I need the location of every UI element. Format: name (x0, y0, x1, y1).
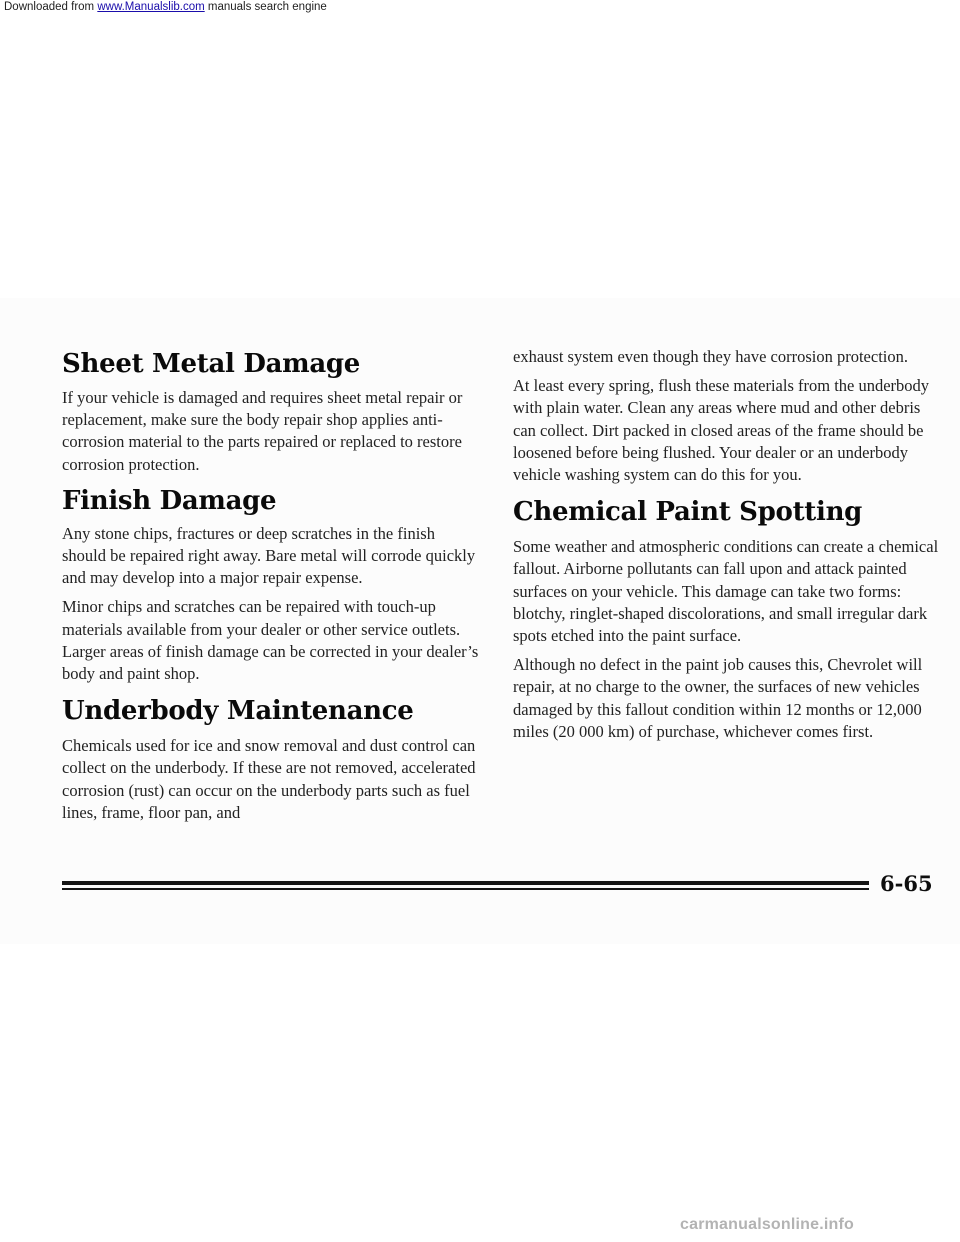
thick-rule-line (62, 881, 869, 885)
chemical-paragraph-1: Some weather and atmospheric conditions can create a chemical fallout. Airborne pollutants can fall upon and attack painted surfaces on your vehicle. This damage can take two forms: blotchy, ringlet-shaped discolorations, and small irregular dark spots etched into the paint surface. (513, 537, 939, 646)
page-footer-rule (0, 873, 960, 903)
download-suffix: manuals search engine (204, 1, 327, 13)
watermark-logo: carmanualsonline.info (680, 1216, 855, 1233)
chemical-paragraph-2: Although no defect in the paint job causes this, Chevrolet will repair, at no charge to the owner, the surfaces of new vehicles damaged by this fallout condition within 12 months or 12,000 miles (20 000 km) of purchase, whichever comes first. (513, 655, 923, 741)
sheet-metal-heading: Sheet Metal Damage (62, 349, 361, 379)
thin-rule-line (62, 888, 869, 890)
chemical-spotting-heading: Chemical Paint Spotting (513, 497, 863, 528)
exhaust-continuation-paragraph: exhaust system even though they have corrosion protection. (513, 347, 908, 366)
right-column (513, 346, 943, 750)
finish-damage-paragraph-1: Any stone chips, fractures or deep scratches in the finish should be repaired right away. Bare metal will corrode quickly and may develop into a major repair expense. (62, 523, 476, 588)
manual-page (0, 298, 960, 944)
underbody-heading: Underbody Maintenance (62, 696, 414, 727)
finish-damage-heading: Finish Damage (62, 485, 277, 516)
finish-damage-paragraph-2: Minor chips and scratches can be repaired with touch-up materials available from your dealer or other service outlets. Larger areas of finish damage can be corrected in your dealer’s body and paint shop. (62, 597, 479, 684)
underbody-paragraph: Chemicals used for ice and snow removal and dust control can collect on the underbody. If these are not removed, accelerated corrosion (rust) can occur on the underbody parts such as fuel lines, frame, floor pan, and (62, 736, 476, 822)
page-number: 6-65 (880, 871, 933, 896)
flush-paragraph: At least every spring, flush these materials from the underbody with plain water. Clean any areas where mud and other debris can collect. Dirt packed in closed areas of the frame should be loosened before being flushed. Your dealer or an underbody vehicle washing system can do this for you. (513, 376, 930, 485)
sheet-metal-paragraph: If your vehicle is damaged and requires sheet metal repair or replacement, make sure the body repair shop applies anti-corrosion material to the parts repaired or replaced to restore corrosion protection. (62, 388, 463, 474)
download-source-bar (0, 0, 960, 20)
download-prefix: Downloaded from (4, 1, 98, 13)
manualslib-link[interactable]: www.Manualslib.com (97, 1, 205, 13)
left-column (62, 348, 482, 831)
